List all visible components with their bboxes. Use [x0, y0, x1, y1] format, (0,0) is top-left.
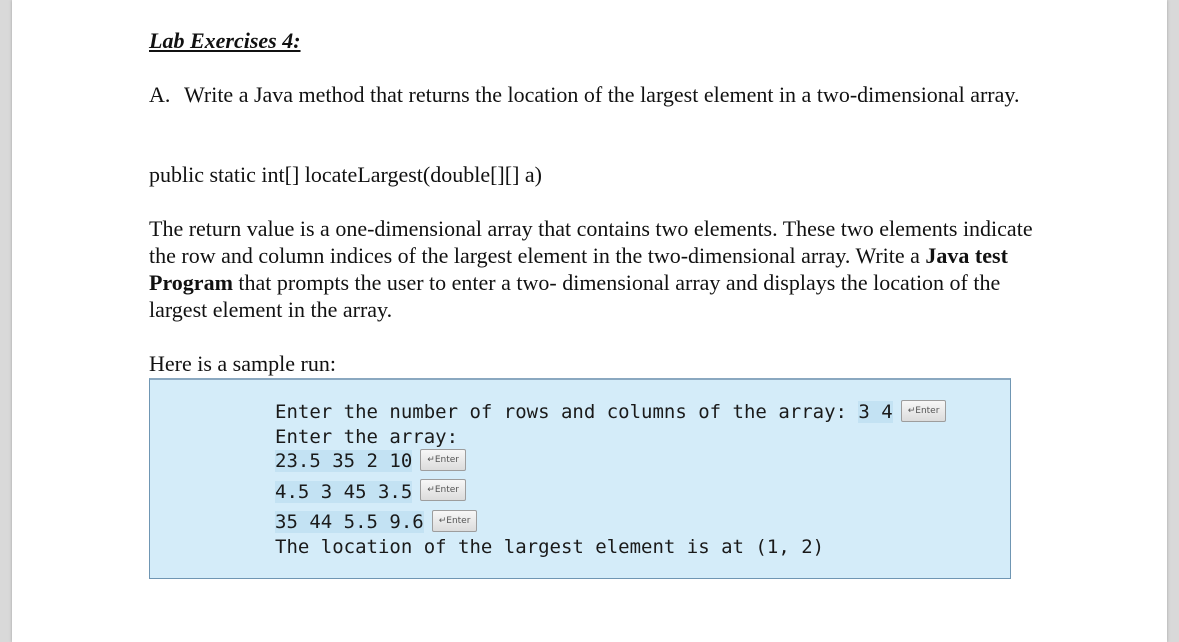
description-text-1: The return value is a one-dimensional array that contains two elements. These two elements indicate the row and column indices of the largest element in the two-dimensional array. Write a — [149, 216, 1033, 268]
console-line-5 — [275, 510, 946, 535]
console-line-4 — [275, 480, 946, 505]
document-page — [12, 0, 1167, 642]
item-text: Write a Java method that returns the location of the largest element in a two-dimensional array. — [184, 82, 1020, 107]
description-bold: Java test Program — [149, 243, 1008, 295]
item-marker: A. — [149, 82, 171, 107]
console-result-line: The location of the largest element is at (1, 2) — [275, 535, 825, 558]
console-line-1 — [275, 400, 946, 425]
console-lines — [275, 400, 946, 559]
enter-key-icon: ↵Enter — [432, 510, 478, 532]
description-text-2: that prompts the user to enter a two- dimensional array and displays the location of the largest element in the array. — [149, 270, 1001, 322]
array-row-2-input: 4.5 3 45 3.5 — [275, 480, 413, 503]
console-line-2: Enter the array: — [275, 425, 459, 448]
exercise-item-a — [149, 81, 1039, 108]
lab-heading: Lab Exercises 4: — [149, 28, 301, 53]
method-signature: public static int[] locateLargest(double[][] a) — [149, 162, 542, 187]
sample-run-label: Here is a sample run: — [149, 351, 336, 376]
sample-run-console — [149, 378, 1011, 579]
enter-key-icon: ↵Enter — [420, 479, 466, 501]
description-paragraph — [149, 215, 1039, 323]
array-row-1-input: 23.5 35 2 10 — [275, 450, 413, 472]
enter-key-icon: ↵Enter — [901, 400, 947, 422]
rows-cols-prompt: Enter the number of rows and columns of the array: — [275, 401, 859, 423]
enter-key-icon: ↵Enter — [420, 449, 466, 471]
array-row-3-input: 35 44 5.5 9.6 — [275, 511, 424, 533]
console-line-3 — [275, 449, 946, 474]
rows-cols-input: 3 4 — [858, 401, 893, 423]
